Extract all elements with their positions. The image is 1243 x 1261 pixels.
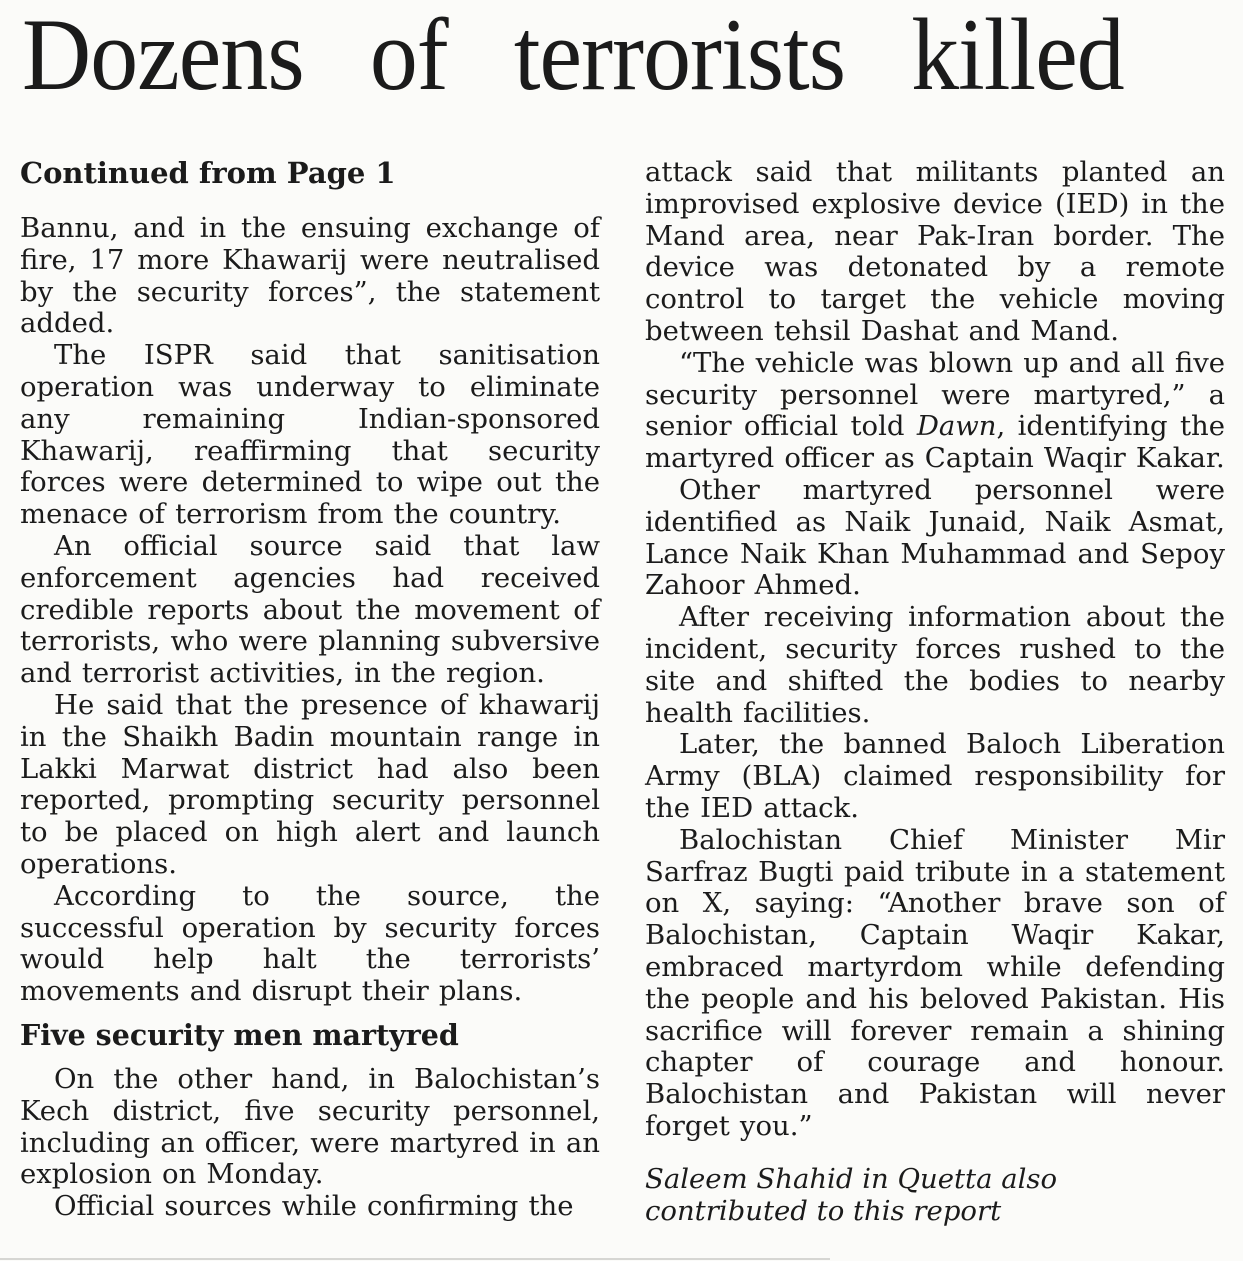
right-column: [645, 107, 1225, 1227]
article-columns: [20, 107, 1225, 1227]
continued-from-note: Continued from Page 1: [20, 156, 396, 190]
paragraph: According to the source, the successful operation by security forces would help halt the terrorists’ movements and disrupt their plans.: [20, 879, 600, 1008]
quote-text-segment: , identifying the martyred officer as Captain Waqir Kakar.: [645, 410, 1225, 475]
paragraph: He said that the presence of khawarij in the Shaikh Badin mountain range in Lakki Marwat district had also been reported, prompting security personnel to be placed on high alert and launch operations.: [20, 688, 600, 880]
paragraph: Later, the banned Baloch Liberation Army (BLA) claimed responsibility for the IED attack.: [645, 728, 1225, 824]
subheading-five-security-men-martyred: Five security men martyred: [20, 1017, 459, 1052]
paragraph: Bannu, and in the ensuing exchange of fire, 17 more Khawarij were neutralised by the security forces”, the statement added.: [20, 212, 600, 340]
paragraph: The ISPR said that sanitisation operation was underway to eliminate any remaining Indian-sponsored Khawarij, reaffirming that security forces were determined to wipe out the menace of terrorism from the country.: [20, 339, 600, 531]
contributor-byline: Saleem Shahid in Quetta also contributed to this report: [645, 1162, 1058, 1227]
publication-name: Dawn: [916, 410, 997, 443]
paragraph: attack said that militants planted an improvised explosive device (IED) in the Mand area, near Pak-Iran border. The device was detonated by a remote control to target the vehicle moving between tehsil Dashat and Mand.: [645, 156, 1225, 347]
paragraph: An official source said that law enforcement agencies had received credible reports about the movement of terrorists, who were planning subversive and terrorist activities, in the region.: [20, 529, 600, 690]
paragraph-with-publication-reference: [645, 348, 1225, 475]
quote-text-segment: “The vehicle was blown up and all five security personnel were martyred,” a senior official told: [645, 346, 1225, 443]
left-column: [20, 107, 600, 1227]
paragraph: Balochistan Chief Minister Mir Sarfraz Bugti paid tribute in a statement on X, saying: “Another brave son of Balochistan, Captain Waqir Kakar, embraced martyrdom while defending the people and his beloved Pakistan. His sacrifice will forever remain a shining chapter of courage and honour. Balochistan and Pakistan will never forget you.”: [645, 823, 1225, 1142]
paragraph: Other martyred personnel were identified as Naik Junaid, Naik Asmat, Lance Naik Khan Muhammad and Sepoy Zahoor Ahmed.: [645, 473, 1225, 602]
paragraph: On the other hand, in Balochistan’s Kech district, five security personnel, including an officer, were martyred in an explosion on Monday.: [20, 1062, 600, 1191]
paragraph: After receiving information about the incident, security forces rushed to the site and shifted the bodies to nearby health facilities.: [645, 601, 1225, 729]
paragraph: Official sources while confirming the: [54, 1190, 574, 1223]
scan-edge-line: [0, 1258, 830, 1260]
article-headline: Dozens of terrorists killed: [22, 0, 1124, 112]
